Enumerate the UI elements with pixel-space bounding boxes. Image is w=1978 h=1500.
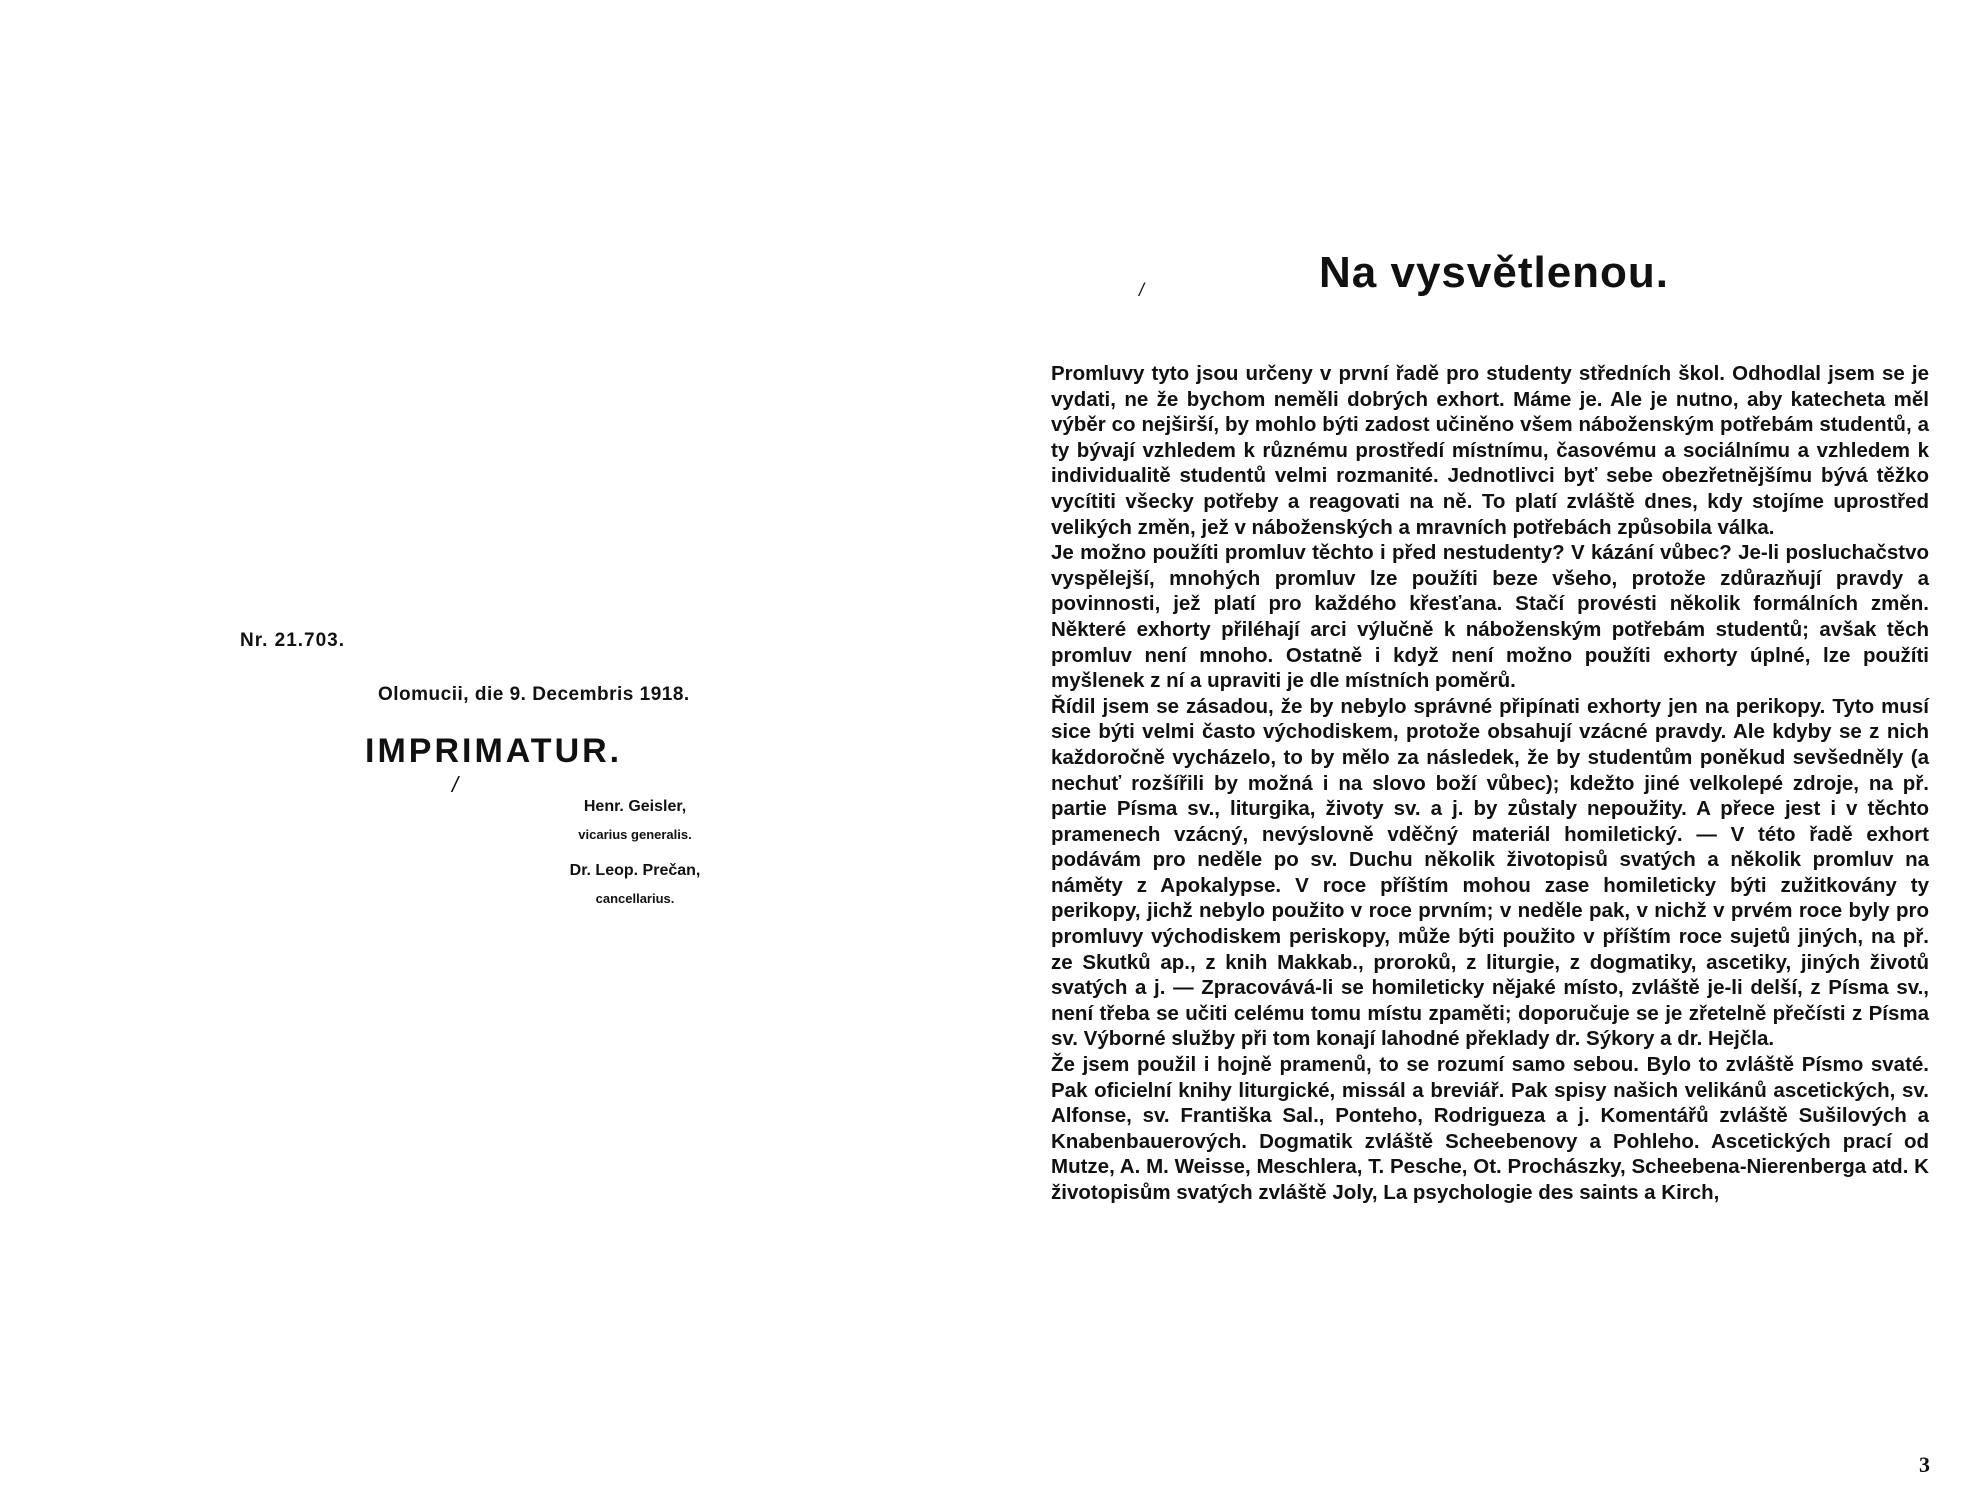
page-number: 3 [1919, 1452, 1930, 1477]
imprimatur-heading: IMPRIMATUR. [365, 732, 623, 770]
signatory-1-name: Henr. Geisler, [583, 798, 687, 815]
right-page [989, 0, 1978, 1500]
signatory-2-title: cancellarius. [595, 891, 675, 906]
place-date: Olomucii, die 9. Decembris 1918. [378, 684, 690, 705]
body-text [1051, 361, 1929, 1206]
paragraph-4: Že jsem použil i hojně pramenů, to se rozumí samo sebou. Bylo to zvláště Písmo svaté. Pak oficielní knihy liturgické, missál a breviář. Pak spisy našich velikánů ascetických, sv. Alfonse, sv. Františka Sal., Ponteho, Rodrigueza a j. Komentářů zvláště Sušilových a Knabenbauerových. Dogmatik zvláště Scheebenovy a Pohleho. Ascetických prací od Mutze, A. M. Weisse, Meschlera, T. Pesche, Ot. Prochászky, Scheebena-Nierenberga atd. K životopisům svatých zvláště Joly, La psychologie des saints a Kirch, [1051, 1053, 1929, 1204]
reference-number: Nr. 21.703. [240, 630, 346, 651]
paragraph-1: Promluvy tyto jsou určeny v první řadě pro studenty středních škol. Odhodlal jsem se je vydati, ne že bychom neměli dobrých exhort. Máme je. Ale je nutno, aby katecheta měl výběr co nejširší, by mohlo býti zadost učiněno všem náboženským potřebám studentů, a ty bývají vzhledem k různému prostředí místnímu, časovému a sociálnímu a vzhledem k individualitě studentů velmi rozmanité. Jednotlivci byť sebe obezřetnějšímu bývá těžko vycítiti všecky potřeby a reagovati na ně. To platí zvláště dnes, kdy stojíme uprostřed velikých změn, jež v náboženských a mravních potřebách způsobila válka. [1051, 362, 1929, 539]
stray-mark: / [1139, 280, 1145, 300]
page-heading: Na vysvětlenou. [1319, 248, 1670, 297]
signatory-2-name: Dr. Leop. Prečan, [569, 862, 701, 879]
pen-mark: / [452, 772, 459, 797]
signatory-1-title: vicarius generalis. [578, 827, 692, 842]
paragraph-3: Řídil jsem se zásadou, že by nebylo správné připínati exhorty jen na perikopy. Tyto musí sice býti velmi často východiskem, protože obsahují vzácné pravdy. Ale kdyby se z nich každoročně vycházelo, to by mělo za následek, že by studentům poněkud sevšedněly (a nechuť rozšířili by možná i na slovo boží vůbec); kdežto jiné velkolepé zdroje, na př. partie Písma sv., liturgika, životy sv. a j. by zůstaly nepoužity. A přece jest i v těchto pramenech vzácný, nevýslovně vděčný materiál homiletický. — V této řadě exhort podávám pro neděle po sv. Duchu několik životopisů svatých a několik promluv na náměty z Apokalypse. V roce příštím mohou zase homileticky býti zužitkovány ty perikopy, jichž nebylo použito v roce prvním; v neděle pak, v nichž v prvém roce byly pro promluvy východiskem periskopy, může býti použito v příštím roce sujetů jiných, na př. ze Skutků ap., z knih Makkab., proroků, z liturgie, z dogmatiky, ascetiky, jiných životů svatých a j. — Zpracovává-li se homileticky nějaké místo, zvláště je-li delší, z Písma sv., není třeba se učiti celému tomu místu zpaměti; doporučuje se je zřetelně přečísti z Písma sv. Výborné služby při tom konají lahodné překlady dr. Sýkory a dr. Hejčla. [1051, 694, 1929, 1051]
paragraph-2: Je možno použíti promluv těchto i před nestudenty? V kázání vůbec? Je-li posluchačstvo vyspělejší, mnohých promluv lze použíti beze všeho, protože zdůrazňují pravdy a povinnosti, jež platí pro každého křesťana. Stačí provésti několik formálních změn. Některé exhorty přiléhají arci výlučně k náboženským potřebám studentů; avšak těch promluv není mnoho. Ostatně i když není možno použíti exhorty úplné, lze použíti myšlenek z ní a upraviti je dle místních poměrů. [1051, 541, 1929, 693]
